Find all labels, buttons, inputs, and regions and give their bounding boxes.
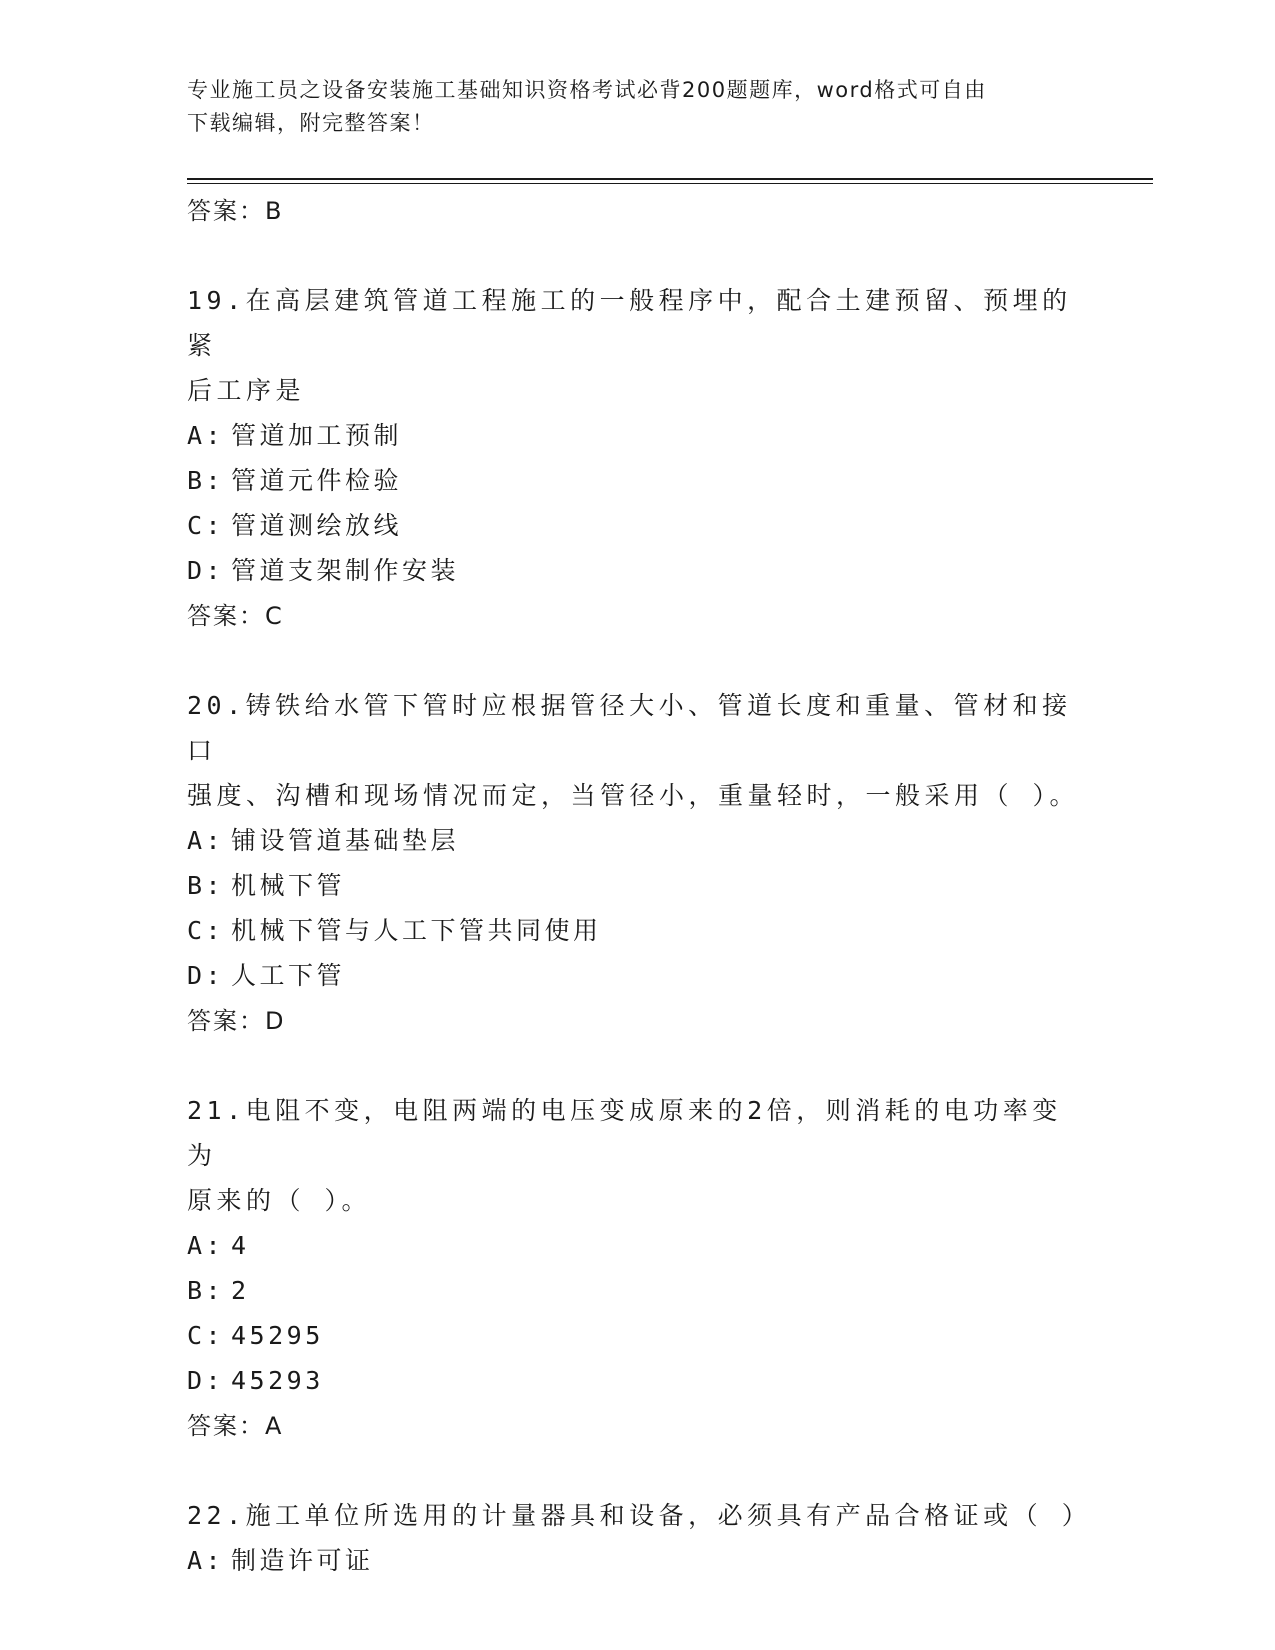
option-text: 铺设管道基础垫层: [231, 826, 460, 855]
option-d: [187, 953, 1087, 998]
option-key: A:: [187, 421, 225, 450]
question-stem: [187, 683, 1087, 818]
question-21: [187, 1088, 1087, 1449]
option-b: [187, 1268, 1087, 1313]
header-rule-thick: [187, 178, 1153, 180]
option-text: 45293: [231, 1366, 324, 1395]
option-d: [187, 1358, 1087, 1403]
option-c: [187, 1313, 1087, 1358]
question-stem-line-1: 22.施工单位所选用的计量器具和设备，必须具有产品合格证或（ ）: [187, 1501, 1092, 1530]
option-key: C:: [187, 1321, 225, 1350]
document-header: [187, 74, 1087, 140]
question-answer: 答案：A: [187, 1412, 284, 1440]
option-b: [187, 863, 1087, 908]
previous-answer: 答案：B: [187, 197, 284, 225]
option-key: B:: [187, 466, 225, 495]
question-stem: [187, 1088, 1087, 1223]
option-text: 管道支架制作安装: [231, 556, 460, 585]
option-text: 制造许可证: [231, 1546, 374, 1575]
option-a: [187, 818, 1087, 863]
option-text: 人工下管: [231, 961, 346, 990]
option-a: [187, 1538, 1087, 1583]
question-list: [187, 188, 1092, 1583]
option-text: 管道元件检验: [231, 466, 403, 495]
option-d: [187, 548, 1087, 593]
option-c: [187, 908, 1087, 953]
question-22: [187, 1493, 1092, 1583]
header-line-1: 专业施工员之设备安装施工基础知识资格考试必背200题题库，word格式可自由: [187, 78, 987, 102]
option-a: [187, 413, 1087, 458]
option-text: 管道测绘放线: [231, 511, 403, 540]
option-text: 4: [231, 1231, 250, 1260]
question-stem: [187, 1493, 1092, 1538]
option-text: 2: [231, 1276, 250, 1305]
question-stem: [187, 278, 1087, 413]
header-rule-thin: [187, 183, 1153, 184]
question-answer: 答案：C: [187, 602, 284, 630]
question-answer: 答案：D: [187, 1007, 286, 1035]
option-key: A:: [187, 826, 225, 855]
option-c: [187, 503, 1087, 548]
question-stem-line-1: 19.在高层建筑管道工程施工的一般程序中，配合土建预留、预埋的紧: [187, 286, 1072, 360]
question-stem-line-2: 后工序是: [187, 376, 306, 405]
header-line-2: 下载编辑，附完整答案！: [187, 111, 435, 135]
option-key: B:: [187, 1276, 225, 1305]
question-20: [187, 683, 1087, 1044]
option-text: 机械下管: [231, 871, 346, 900]
option-text: 管道加工预制: [231, 421, 403, 450]
document-page: [187, 0, 1092, 1650]
question-stem-line-2: 强度、沟槽和现场情况而定，当管径小，重量轻时，一般采用（ ）。: [187, 781, 1080, 810]
option-key: B:: [187, 871, 225, 900]
option-key: D:: [187, 961, 225, 990]
question-19: [187, 278, 1087, 639]
option-key: A:: [187, 1546, 225, 1575]
option-key: D:: [187, 556, 225, 585]
question-stem-line-2: 原来的（ ）。: [187, 1186, 372, 1215]
option-text: 机械下管与人工下管共同使用: [231, 916, 602, 945]
question-stem-line-1: 20.铸铁给水管下管时应根据管径大小、管道长度和重量、管材和接口: [187, 691, 1072, 765]
option-text: 45295: [231, 1321, 324, 1350]
option-key: A:: [187, 1231, 225, 1260]
question-stem-line-1: 21.电阻不变，电阻两端的电压变成原来的2倍，则消耗的电功率变为: [187, 1096, 1062, 1170]
option-key: D:: [187, 1366, 225, 1395]
option-b: [187, 458, 1087, 503]
option-key: C:: [187, 511, 225, 540]
option-a: [187, 1223, 1087, 1268]
option-key: C:: [187, 916, 225, 945]
